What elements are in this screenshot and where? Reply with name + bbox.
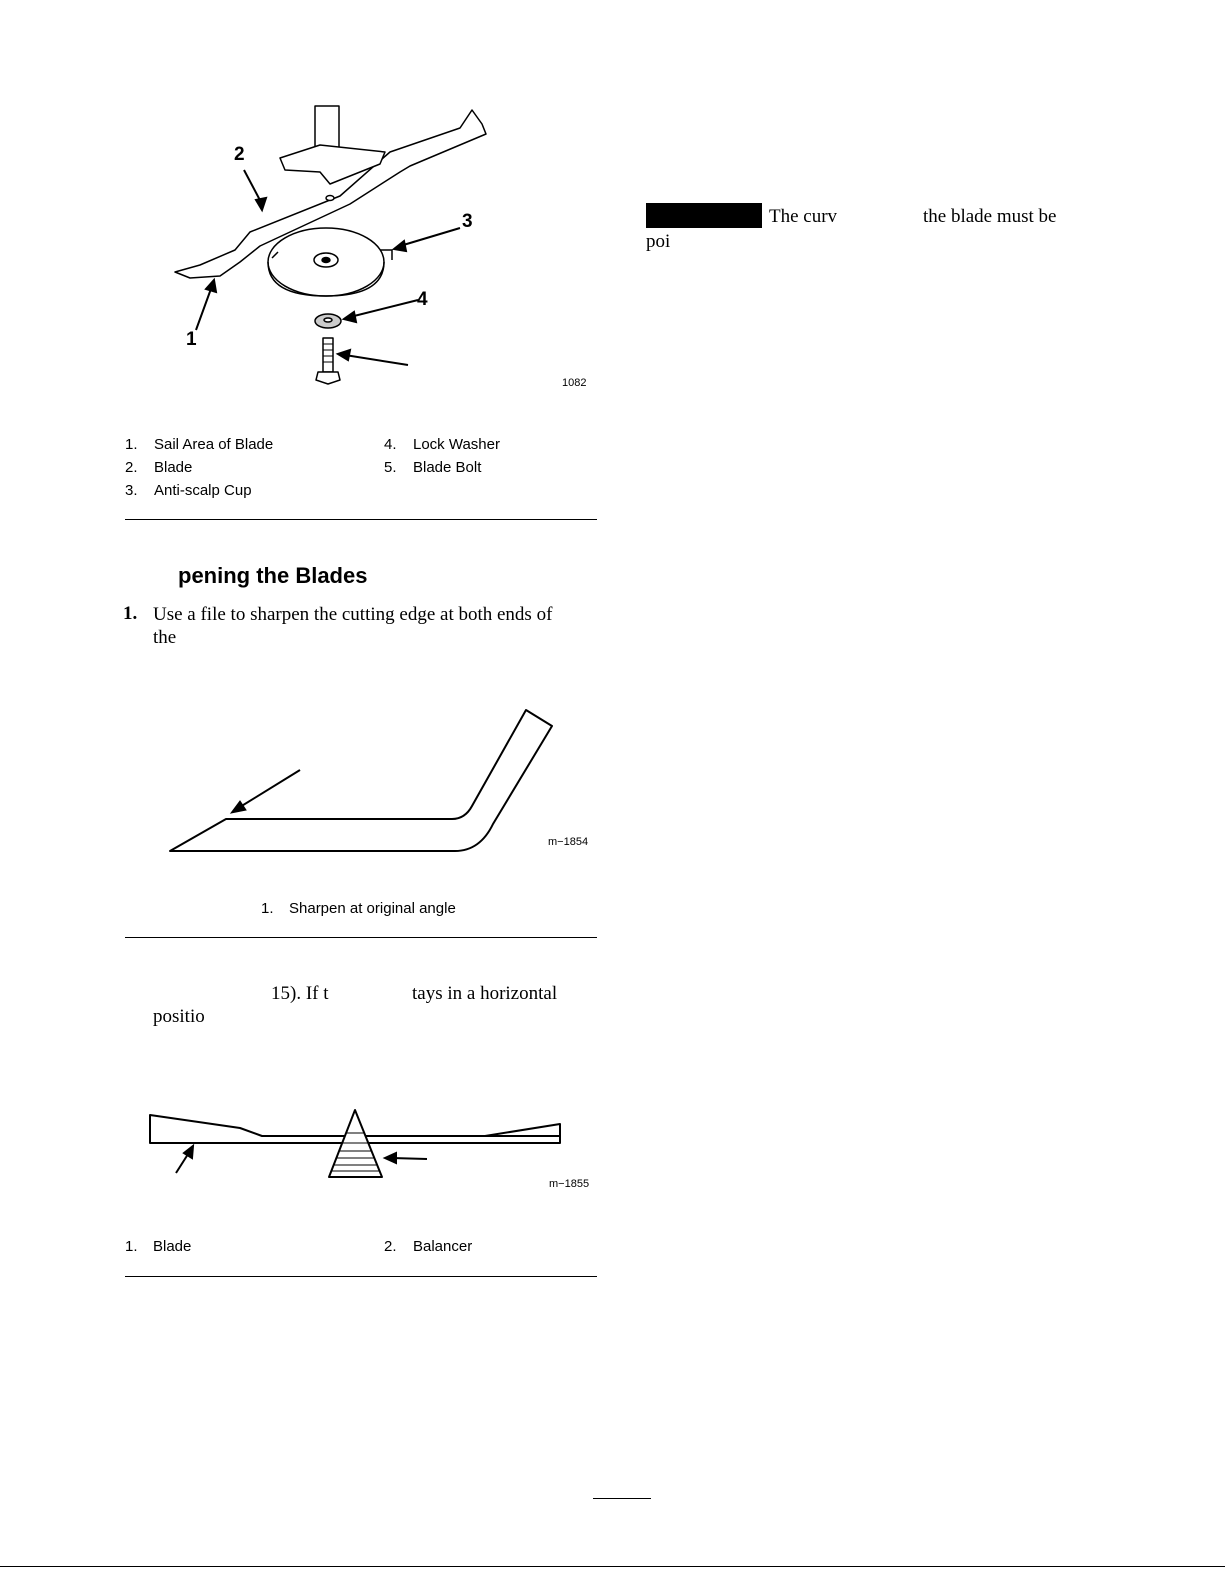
step-1-line-2: the: [153, 627, 177, 648]
redaction-bar: [646, 203, 762, 228]
figure-blade-balancer: [140, 1100, 580, 1190]
page-number-underline: [593, 1498, 651, 1499]
step-2-line-2: positio: [153, 1006, 205, 1027]
legend-text: Sail Area of Blade: [154, 436, 274, 453]
legend-text: Blade: [154, 459, 193, 476]
legend-num: 1.: [125, 1238, 138, 1255]
right-line-2: poi: [646, 231, 671, 252]
legend-text: Balancer: [413, 1238, 473, 1255]
figure2-legend: [261, 897, 561, 921]
step-1-number: 1.: [123, 603, 138, 624]
figure1-legend: [125, 433, 600, 505]
balancer-drawing: [140, 1100, 580, 1190]
legend-num: 2.: [384, 1238, 397, 1255]
figure-sharpen-angle: [160, 700, 600, 860]
legend-text: Anti-scalp Cup: [154, 482, 252, 499]
right-line-1a: The curv: [769, 206, 838, 227]
right-line-1b: the blade must be: [923, 206, 1057, 227]
legend-text: Blade: [153, 1238, 192, 1255]
step-2-line-1a: 15). If t: [271, 983, 329, 1004]
legend-num: 2.: [125, 459, 138, 476]
step-2-line-1b: tays in a horizontal: [412, 983, 558, 1004]
callout-1: 1: [186, 329, 197, 350]
callout-3: 3: [462, 211, 473, 232]
figure3-legend: [125, 1235, 600, 1259]
step-1-line-1: Use a file to sharpen the cutting edge at both ends of: [153, 604, 553, 625]
section-heading: pening the Blades: [178, 563, 368, 588]
legend-text: Lock Washer: [413, 436, 500, 453]
figure3-divider: [125, 1276, 597, 1277]
figure1-code: 1082: [562, 377, 587, 389]
legend-num: 5.: [384, 459, 397, 476]
legend-num: 4.: [384, 436, 397, 453]
sharpen-blade-drawing: [160, 700, 600, 860]
legend-text: Sharpen at original angle: [289, 900, 456, 917]
legend-num: 1.: [261, 900, 274, 917]
figure2-code: m−1854: [548, 836, 589, 848]
page-bottom-border: [0, 1566, 1225, 1567]
blade-assembly-drawing: [160, 100, 600, 400]
callout-2: 2: [234, 144, 245, 165]
figure-blade-assembly: [160, 100, 600, 400]
legend-num: 1.: [125, 436, 138, 453]
legend-text: Blade Bolt: [413, 459, 482, 476]
figure3-code: m−1855: [549, 1178, 590, 1190]
figure1-divider: [125, 519, 597, 520]
legend-num: 3.: [125, 482, 138, 499]
callout-4: 4: [417, 289, 428, 310]
figure2-divider: [125, 937, 597, 938]
